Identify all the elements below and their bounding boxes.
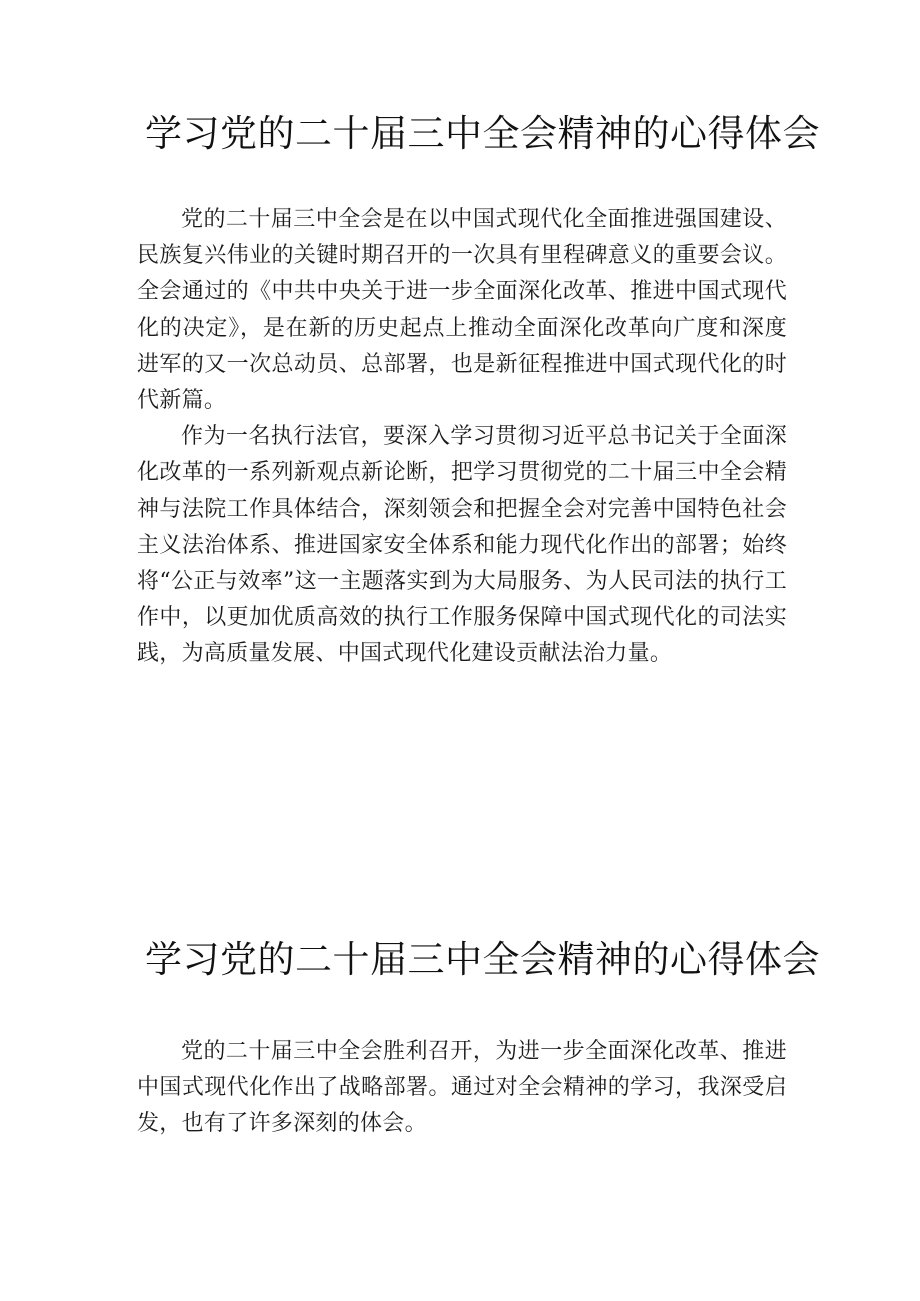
paragraph: 党的二十届三中全会是在以中国式现代化全面推进强国建设、民族复兴伟业的关键时期召开的一次具有里程碑意义的重要会议。全会通过的《中共中央关于进一步全面深化改革、推进中国式现代化的决定》，是在新的历史起点上推动全面深化改革向广度和深度进军的又一次总动员、总部署，也是新征程推进中国式现代化的时代新篇。: [137, 207, 787, 414]
paragraph: 党的二十届三中全会胜利召开，为进一步全面深化改革、推进中国式现代化作出了战略部署。通过对全会精神的学习，我深受启发，也有了许多深刻的体会。: [137, 1039, 787, 1137]
section-body: [137, 1034, 787, 1143]
essay-section-2: [0, 930, 920, 1143]
essay-section-1: [0, 104, 920, 673]
section-body: [137, 202, 787, 673]
paragraph: 作为一名执行法官，要深入学习贯彻习近平总书记关于全面深化改革的一系列新观点新论断，把学习贯彻党的二十届三中全会精神与法院工作具体结合，深刻领会和把握全会对完善中国特色社会主义法治体系、推进国家安全体系和能力现代化作出的部署；始终将“公正与效率”这一主题落实到为大局服务、为人民司法的执行工作中，以更加优质高效的执行工作服务保障中国式现代化的司法实践，为高质量发展、中国式现代化建设贡献法治力量。: [137, 424, 787, 667]
section-title: 学习党的二十届三中全会精神的心得体会: [145, 938, 820, 981]
section-title: 学习党的二十届三中全会精神的心得体会: [145, 112, 820, 155]
